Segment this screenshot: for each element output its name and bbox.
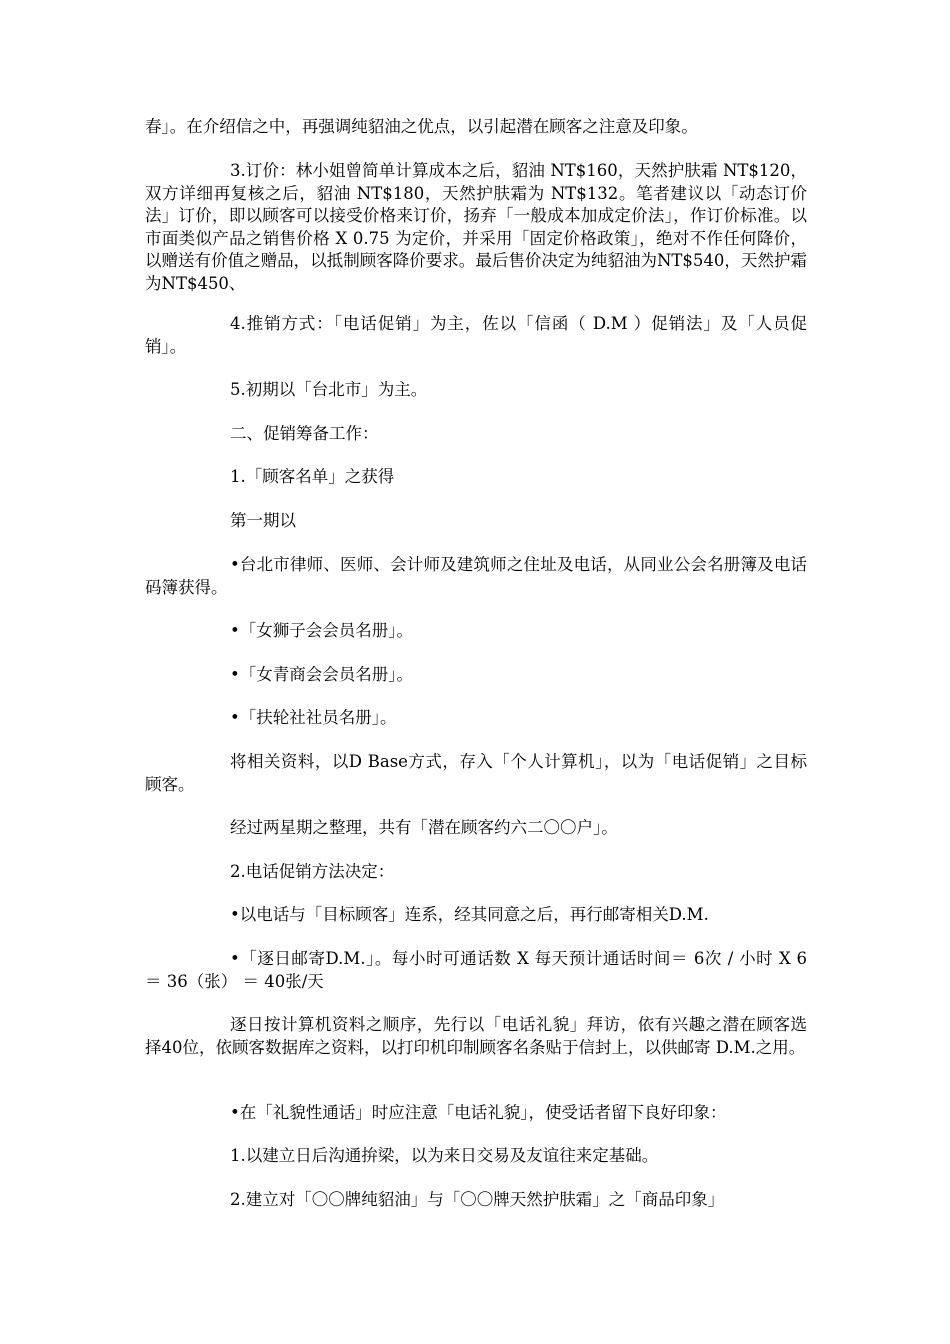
paragraph-product-impression: 2.建立对「〇〇牌纯貂油」与「〇〇牌天然护肤霜」之「商品印象」 — [230, 1190, 725, 1209]
section-heading-preparation: 二、促销筹备工作： — [230, 424, 379, 443]
list-item-professionals: •台北市律师、医师、会计师及建筑师之住址及电话，从同业公会名册簿及电话码簿获得。 — [145, 555, 807, 597]
paragraph-computer-order: 逐日按计算机资料之顺序，先行以「电话礼貌」拜访，依有兴趣之潜在顾客选择40位，依顾客数据库之资料，以打印机印制顾客名条贴于信封上，以供邮寄 D.M.之用。 — [145, 1015, 807, 1057]
paragraph-two-weeks: 经过两星期之整理，共有「潜在顾客约六二〇〇户」。 — [230, 818, 618, 837]
list-item-jaycees: •「女青商会会员名册」。 — [230, 665, 413, 684]
paragraph-sales-method: 4.推销方式：「电话促销」为主，佐以「信函（ D.M ）促销法」及「人员促销」。 — [145, 314, 807, 356]
list-item-rotary: •「扶轮社社员名册」。 — [230, 708, 397, 727]
paragraph-bridge: 1.以建立日后沟通拚梁，以为来日交易及友谊往来定基础。 — [230, 1146, 659, 1165]
list-item-lioness-club: •「女狮子会会员名册」。 — [230, 621, 413, 640]
paragraph-pricing: 3.订价：林小姐曾简单计算成本之后，貂油 NT$160，天然护肤霜 NT$120，双方详细再复核之后，貂油 NT$180，天然护肤霜为 NT$132。笔者建议以「动态订价法」订价，即以顾客可以接受价格来订价，扬弃「一般成本加成定价法」，作订价标准。以市面类似产品之销售价格 X 0.75 为定价，并采用「固定价格政策」，绝对不作任何降价，以赠送有价值之赠品，以抵制顾客降价要求。最后售价决定为纯貂油为NT$540，天然护霜为NT$450、 — [145, 161, 807, 293]
paragraph-phone-method: 2.电话促销方法决定： — [230, 862, 395, 881]
list-item-daily-mail: •「逐日邮寄D.M.」。每小时可通话数 X 每天预计通话时间＝ 6次 / 小时 X 6 ＝ 36（张） ＝ 40张/天 — [145, 949, 807, 991]
paragraph-customer-list: 1.「顾客名单」之获得 — [230, 467, 395, 486]
paragraph-database: 将相关资料，以D Base方式，存入「个人计算机」，以为「电话促销」之目标顾客。 — [145, 752, 807, 794]
list-item-phone-courtesy: •在「礼貌性通话」时应注意「电话礼貌」，使受话者留下良好印象： — [230, 1103, 727, 1122]
paragraph-initial-market: 5.初期以「台北市」为主。 — [230, 380, 428, 399]
list-item-contact: •以电话与「目标顾客」连系，经其同意之后，再行邮寄相关D.M. — [230, 905, 709, 924]
paragraph-first-phase: 第一期以 — [230, 511, 296, 530]
paragraph-intro-continuation: 春」。在介绍信之中，再强调纯貂油之优点，以引起潜在顾客之注意及印象。 — [145, 117, 698, 136]
